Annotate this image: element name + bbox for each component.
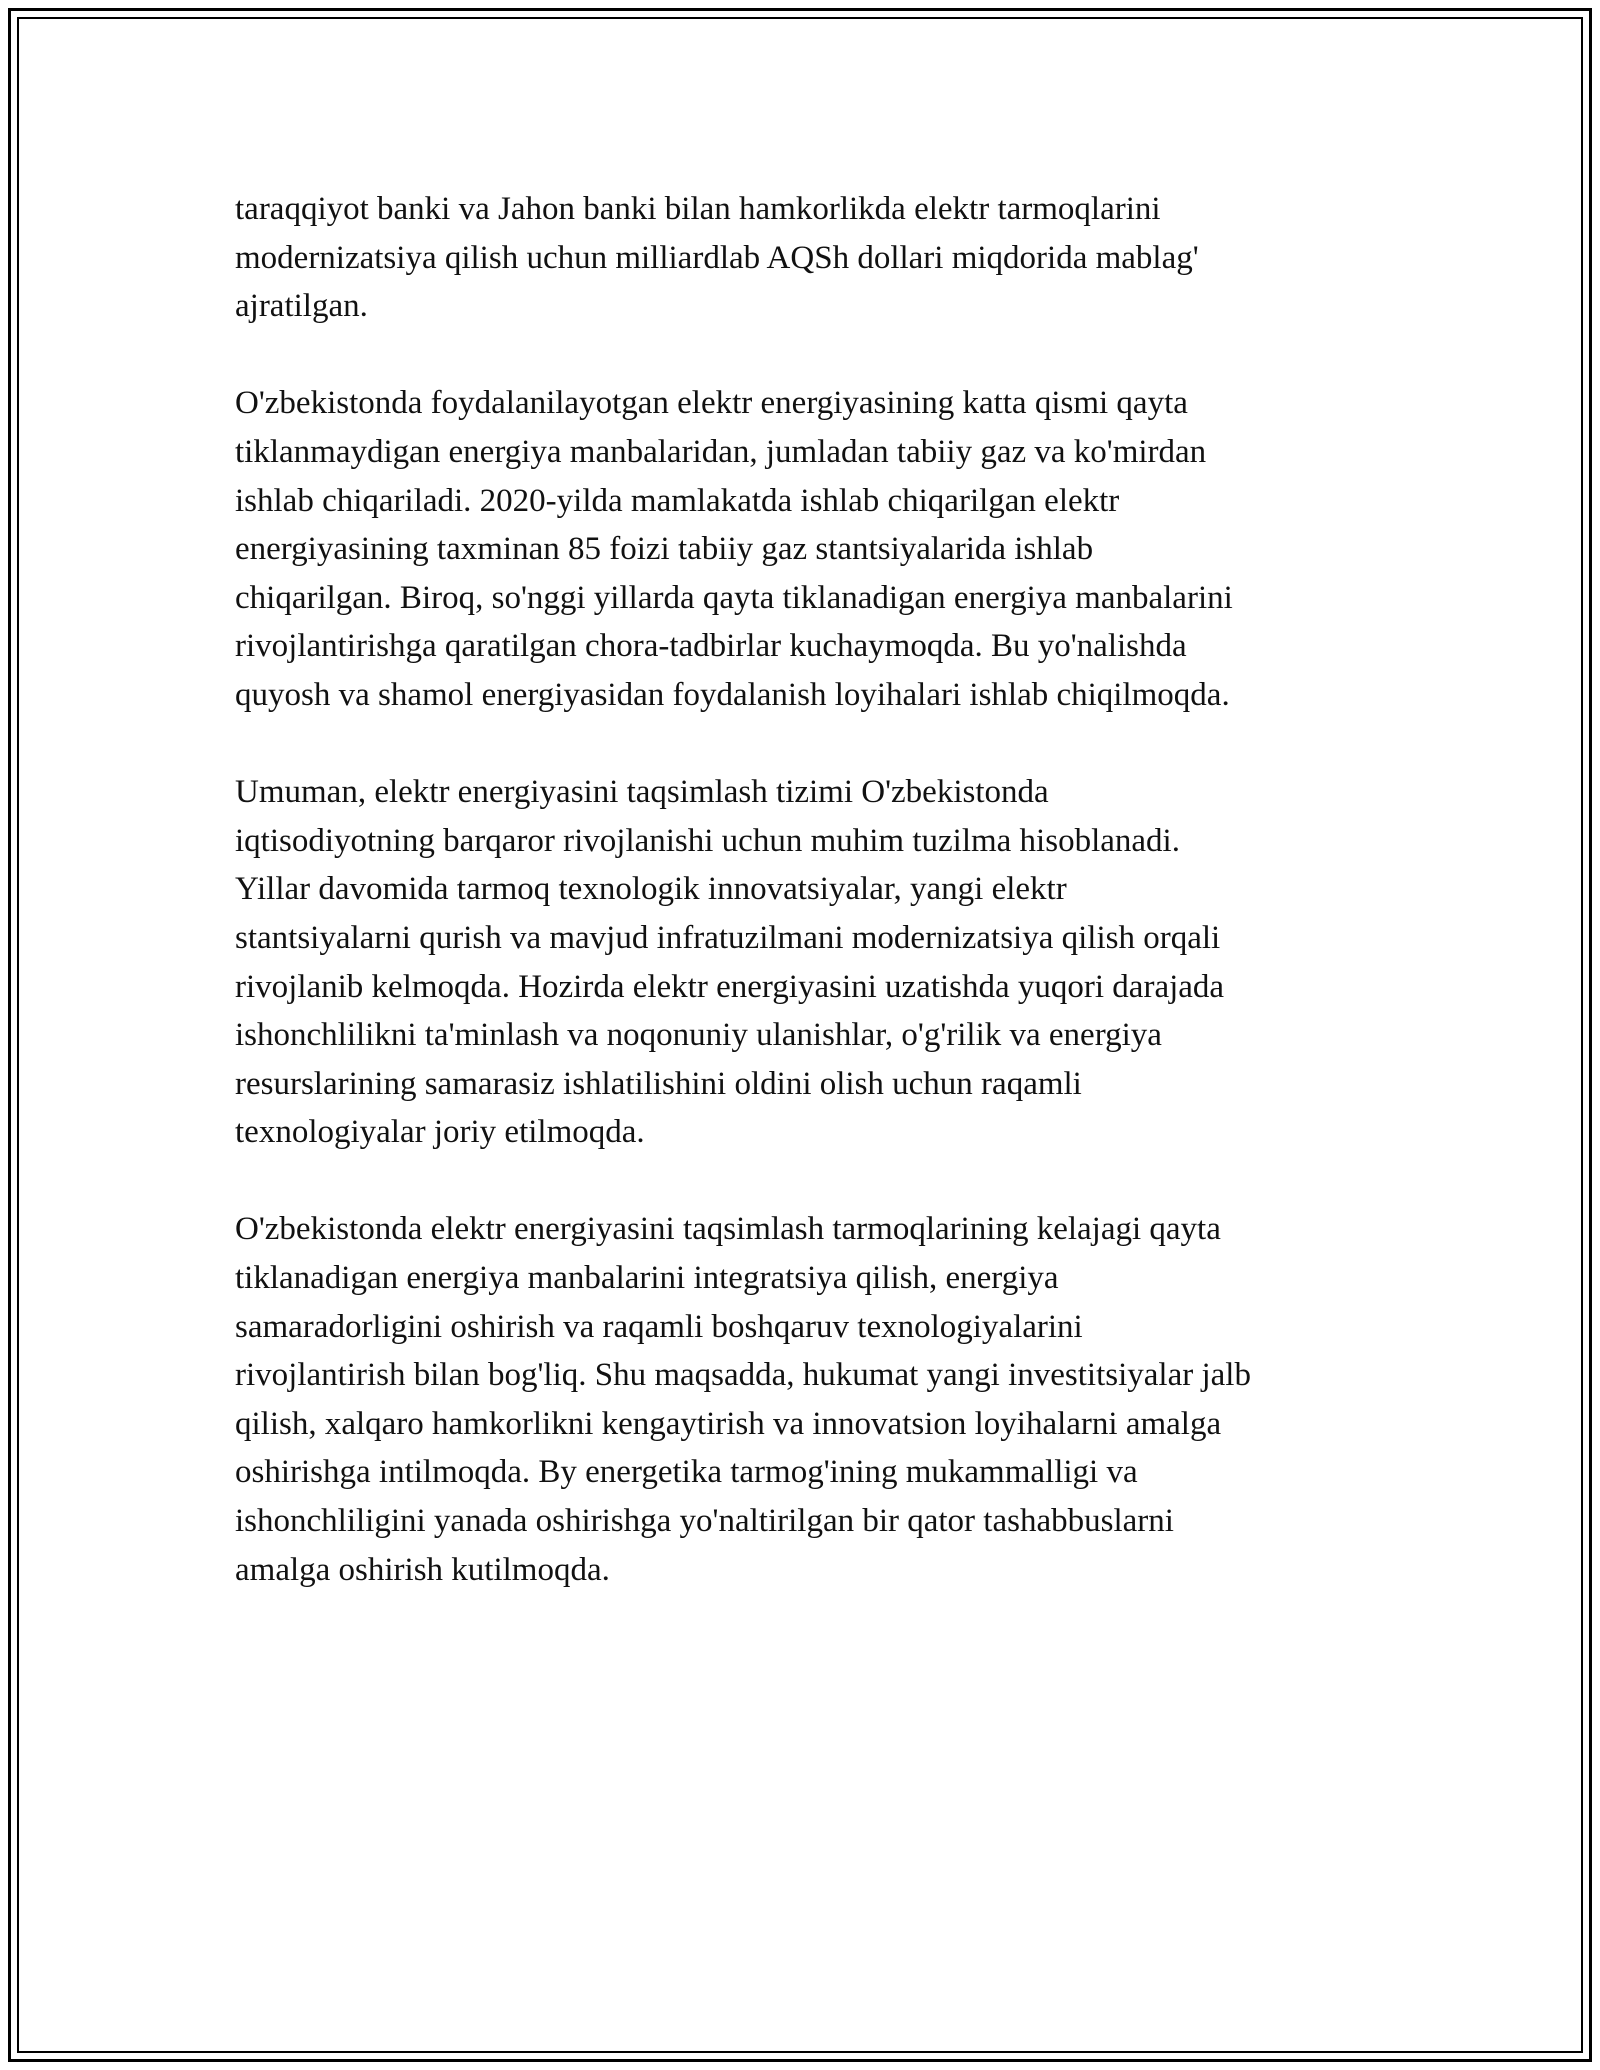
paragraph-4	[235, 1205, 1375, 1594]
text-line: ajratilgan.	[235, 288, 368, 325]
paragraph-1	[235, 185, 1375, 331]
text-line: ishlab chiqariladi. 2020-yilda mamlakatda ishlab chiqarilgan elektr	[235, 482, 1120, 519]
text-line: samaradorligini oshirish va raqamli boshqaruv texnologiyalarini	[235, 1308, 1083, 1345]
text-line: texnologiyalar joriy etilmoqda.	[235, 1114, 645, 1151]
text-line: ishonchliligini yanada oshirishga yo'naltirilgan bir qator tashabbuslarni	[235, 1503, 1174, 1540]
text-line: amalga oshirish kutilmoqda.	[235, 1551, 610, 1588]
text-line: rivojlantirish bilan bog'liq. Shu maqsadda, hukumat yangi investitsiyalar jalb	[235, 1357, 1251, 1394]
text-line: rivojlanib kelmoqda. Hozirda elektr energiyasini uzatishda yuqori darajada	[235, 968, 1225, 1005]
paragraph-3	[235, 768, 1375, 1157]
text-line: Umuman, elektr energiyasini taqsimlash tizimi O'zbekistonda	[235, 774, 1049, 811]
text-line: stantsiyalarni qurish va mavjud infratuzilmani modernizatsiya qilish orqali	[235, 919, 1221, 956]
text-line: quyosh va shamol energiyasidan foydalanish loyihalari ishlab chiqilmoqda.	[235, 676, 1230, 713]
text-line: iqtisodiyotning barqaror rivojlanishi uchun muhim tuzilma hisoblanadi.	[235, 822, 1180, 859]
paragraph-2	[235, 379, 1375, 719]
text-line: resurslarining samarasiz ishlatilishini oldini olish uchun raqamli	[235, 1065, 1082, 1102]
text-line: O'zbekistonda elektr energiyasini taqsimlash tarmoqlarining kelajagi qayta	[235, 1211, 1221, 1248]
text-line: chiqarilgan. Biroq, so'nggi yillarda qayta tiklanadigan energiya manbalarini	[235, 579, 1233, 616]
text-line: oshirishga intilmoqda. By energetika tarmog'ining mukammalligi va	[235, 1454, 1138, 1491]
text-line: energiyasining taxminan 85 foizi tabiiy gaz stantsiyalarida ishlab	[235, 531, 1094, 568]
document-body	[235, 185, 1375, 1643]
text-line: qilish, xalqaro hamkorlikni kengaytirish va innovatsion loyihalarni amalga	[235, 1405, 1222, 1442]
text-line: Yillar davomida tarmoq texnologik innovatsiyalar, yangi elektr	[235, 871, 1067, 908]
text-line: O'zbekistonda foydalanilayotgan elektr energiyasining katta qismi qayta	[235, 385, 1188, 422]
text-line: ishonchlilikni ta'minlash va noqonuniy ulanishlar, o'g'rilik va energiya	[235, 1017, 1162, 1054]
text-line: taraqqiyot banki va Jahon banki bilan hamkorlikda elektr tarmoqlarini	[235, 191, 1161, 227]
text-line: tiklanmaydigan energiya manbalaridan, jumladan tabiiy gaz va ko'mirdan	[235, 433, 1207, 470]
text-line: rivojlantirishga qaratilgan chora-tadbirlar kuchaymoqda. Bu yo'nalishda	[235, 628, 1187, 665]
text-line: modernizatsiya qilish uchun milliardlab AQSh dollari miqdorida mablag'	[235, 239, 1199, 276]
text-line: tiklanadigan energiya manbalarini integratsiya qilish, energiya	[235, 1260, 1059, 1297]
